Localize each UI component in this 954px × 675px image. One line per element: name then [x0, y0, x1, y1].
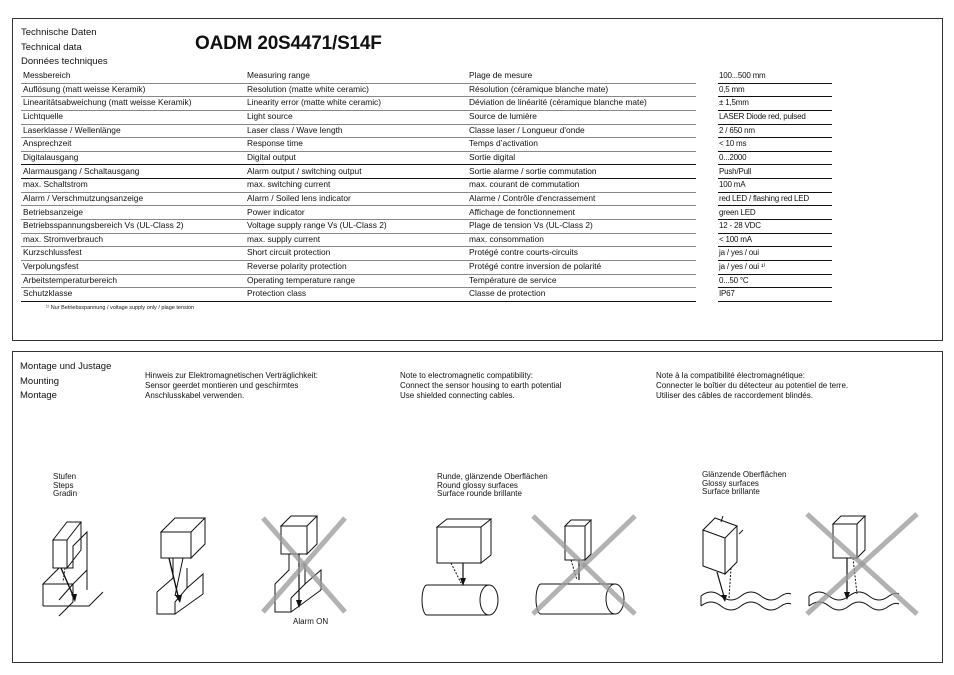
steps-correct-figure-1 [41, 510, 111, 620]
spec-label-de: Auflösung (matt weisse Keramik) [23, 83, 146, 94]
spec-value-text: 2 / 650 nm [719, 125, 755, 135]
spec-label-en: Voltage supply range Vs (UL-Class 2) [247, 220, 387, 231]
round-surface-label: Runde, glänzende Oberflächen Round glossy surfaces Surface rounde brillante [437, 472, 548, 499]
spec-label-de: Linearitätsabweichung (matt weisse Keramik) [23, 97, 192, 108]
spec-value-text: 100...500 mm [719, 71, 766, 80]
section-labels [21, 26, 108, 70]
spec-row [21, 260, 696, 275]
glossy-surface-label: Glänzende Oberflächen Glossy surfaces Surface brillante [702, 470, 787, 497]
spec-value [718, 151, 832, 166]
spec-value-text: 0...2000 [719, 152, 747, 162]
spec-label-fr: max. consommation [469, 233, 544, 244]
spec-label-de: Schutzklasse [23, 288, 73, 299]
spec-row [21, 151, 696, 166]
spec-row [21, 274, 696, 289]
spec-value-text: < 10 ms [719, 139, 747, 149]
alarm-on-label: Alarm ON [293, 617, 329, 626]
spec-label-fr: Température de service [469, 274, 557, 285]
spec-row [21, 246, 696, 261]
spec-value [718, 287, 832, 302]
spec-label-en: Laser class / Wave length [247, 124, 343, 135]
round-wrong-figure [531, 514, 641, 622]
spec-label-fr: Résolution (céramique blanche mate) [469, 83, 609, 94]
spec-label-en: Light source [247, 110, 293, 121]
emc-note-en: Note to electromagnetic compatibility: Connect the sensor housing to earth potential Use shielded connecting cables. [400, 371, 562, 400]
mounting-labels [20, 360, 111, 404]
emc-note-fr: Note à la compatibilité électromagnétique: Connecter le boîtier du détecteur au potentiel de terre. Utiliser des câbles de raccordement blindés. [656, 371, 849, 400]
spec-label-fr: Source de lumière [469, 110, 537, 121]
technical-data-panel [12, 18, 943, 341]
spec-label-fr: Plage de mesure [469, 70, 533, 80]
spec-label-en: Protection class [247, 288, 307, 299]
spec-value [718, 96, 832, 111]
spec-value [718, 178, 832, 193]
spec-value [718, 260, 832, 275]
spec-row [21, 69, 696, 84]
spec-value [718, 165, 832, 180]
spec-label-en: Linearity error (matte white ceramic) [247, 97, 382, 108]
spec-label-de: Laserklasse / Wellenlänge [23, 124, 121, 135]
spec-label-de: Digitalausgang [23, 151, 79, 162]
mount-label-en: Mounting [20, 375, 60, 387]
spec-label-fr: Classe laser / Longueur d'onde [469, 124, 585, 135]
spec-label-de: Verpolungsfest [23, 261, 79, 272]
spec-label-fr: Sortie digital [469, 151, 516, 162]
spec-value [718, 124, 832, 139]
spec-value-text: IP67 [719, 289, 735, 299]
spec-value [718, 246, 832, 261]
spec-row [21, 206, 696, 221]
spec-label-en: Alarm / Soiled lens indicator [247, 192, 351, 203]
spec-label-en: Measuring range [247, 70, 310, 80]
spec-label-fr: Classe de protection [469, 288, 546, 299]
spec-label-en: Response time [247, 138, 303, 149]
spec-row [21, 96, 696, 111]
spec-row [21, 165, 696, 180]
spec-label-de: Lichtquelle [23, 110, 64, 121]
spec-label-fr: Plage de tension Vs (UL-Class 2) [469, 220, 593, 231]
spec-value-text: 12 - 28 VDC [719, 221, 761, 231]
spec-row [21, 287, 696, 302]
spec-label-de: max. Schaltstrom [23, 179, 88, 190]
spec-value [718, 206, 832, 221]
spec-value [718, 137, 832, 152]
spec-label-fr: Déviation de linéarité (céramique blanche mate) [469, 97, 647, 108]
spec-value [718, 192, 832, 207]
spec-label-de: Kurzschlussfest [23, 247, 82, 258]
spec-label-en: max. switching current [247, 179, 331, 190]
spec-value-text: green LED [719, 207, 756, 217]
spec-row [21, 233, 696, 248]
steps-correct-figure-2 [153, 510, 223, 620]
spec-label-fr: Sortie alarme / sortie commutation [469, 165, 597, 176]
spec-label-fr: Alarme / Contrôle d'encrassement [469, 192, 596, 203]
spec-label-de: Betriebsspannungsbereich Vs (UL-Class 2) [23, 220, 184, 231]
spec-value-text: red LED / flashing red LED [719, 193, 809, 203]
spec-label-de: Arbeitstemperaturbereich [23, 274, 118, 285]
steps-wrong-figure [261, 512, 351, 622]
product-title: OADM 20S4471/S14F [195, 33, 382, 54]
spec-label-fr: Protégé contre courts-circuits [469, 247, 578, 258]
spec-value [718, 274, 832, 289]
mount-label-fr: Montage [20, 390, 57, 401]
round-correct-figure [421, 517, 521, 622]
label-fr: Données techniques [21, 56, 108, 67]
spec-row [21, 83, 696, 98]
label-en: Technical data [21, 41, 82, 53]
spec-value [718, 69, 832, 84]
spec-value-text: ja / yes / oui [719, 248, 759, 258]
spec-label-de: Betriebsanzeige [23, 206, 84, 217]
spec-value-text: Push/Pull [719, 166, 751, 176]
spec-value-text: 0,5 mm [719, 84, 745, 94]
spec-value [718, 233, 832, 248]
spec-label-en: Operating temperature range [247, 274, 356, 285]
emc-note-de: Hinweis zur Elektromagnetischen Verträglichkeit: Sensor geerdet montieren und geschirmtes Anschlusskabel verwenden. [145, 371, 318, 400]
footnote: ¹⁾ Nur Betriebsspannung / voltage supply only / plage tension [46, 305, 195, 311]
spec-value-text: ± 1,5mm [719, 98, 749, 108]
spec-value-text: ja / yes / oui ¹⁾ [719, 262, 766, 272]
glossy-correct-figure [689, 512, 799, 622]
steps-label: Stufen Steps Gradin [53, 472, 78, 499]
spec-value-text: < 100 mA [719, 234, 752, 244]
spec-label-fr: Temps d’activation [469, 138, 538, 149]
spec-label-fr: Protégé contre inversion de polarité [469, 261, 602, 272]
spec-value [718, 219, 832, 234]
mounting-panel [12, 351, 943, 663]
mount-label-de: Montage und Justage [20, 361, 112, 372]
spec-value-text: LASER Diode red, pulsed [719, 111, 806, 121]
spec-label-en: max. supply current [247, 233, 321, 244]
spec-label-en: Power indicator [247, 206, 305, 217]
spec-value-text: 0...50 °C [719, 275, 749, 285]
spec-value [718, 110, 832, 125]
glossy-wrong-figure [803, 512, 923, 622]
spec-label-en: Digital output [247, 151, 296, 162]
spec-label-en: Alarm output / switching output [247, 165, 362, 176]
spec-row [21, 124, 696, 139]
label-de: Technische Daten [21, 27, 97, 38]
spec-value-text: 100 mA [719, 180, 746, 190]
spec-row [21, 219, 696, 234]
spec-value [718, 83, 832, 98]
spec-row [21, 192, 696, 207]
spec-label-fr: Affichage de fonctionnement [469, 206, 576, 217]
spec-label-fr: max. courant de commutation [469, 179, 580, 190]
spec-label-en: Reverse polarity protection [247, 261, 347, 272]
spec-row [21, 137, 696, 152]
spec-row [21, 178, 696, 193]
spec-label-de: Messbereich [23, 70, 71, 80]
spec-label-en: Short circuit protection [247, 247, 331, 258]
spec-row [21, 110, 696, 125]
spec-label-de: Alarmausgang / Schaltausgang [23, 165, 140, 176]
spec-label-de: Alarm / Verschmutzungsanzeige [23, 192, 144, 203]
spec-label-en: Resolution (matte white ceramic) [247, 83, 369, 94]
spec-label-de: max. Stromverbrauch [23, 233, 104, 244]
spec-label-de: Ansprechzeit [23, 138, 72, 149]
